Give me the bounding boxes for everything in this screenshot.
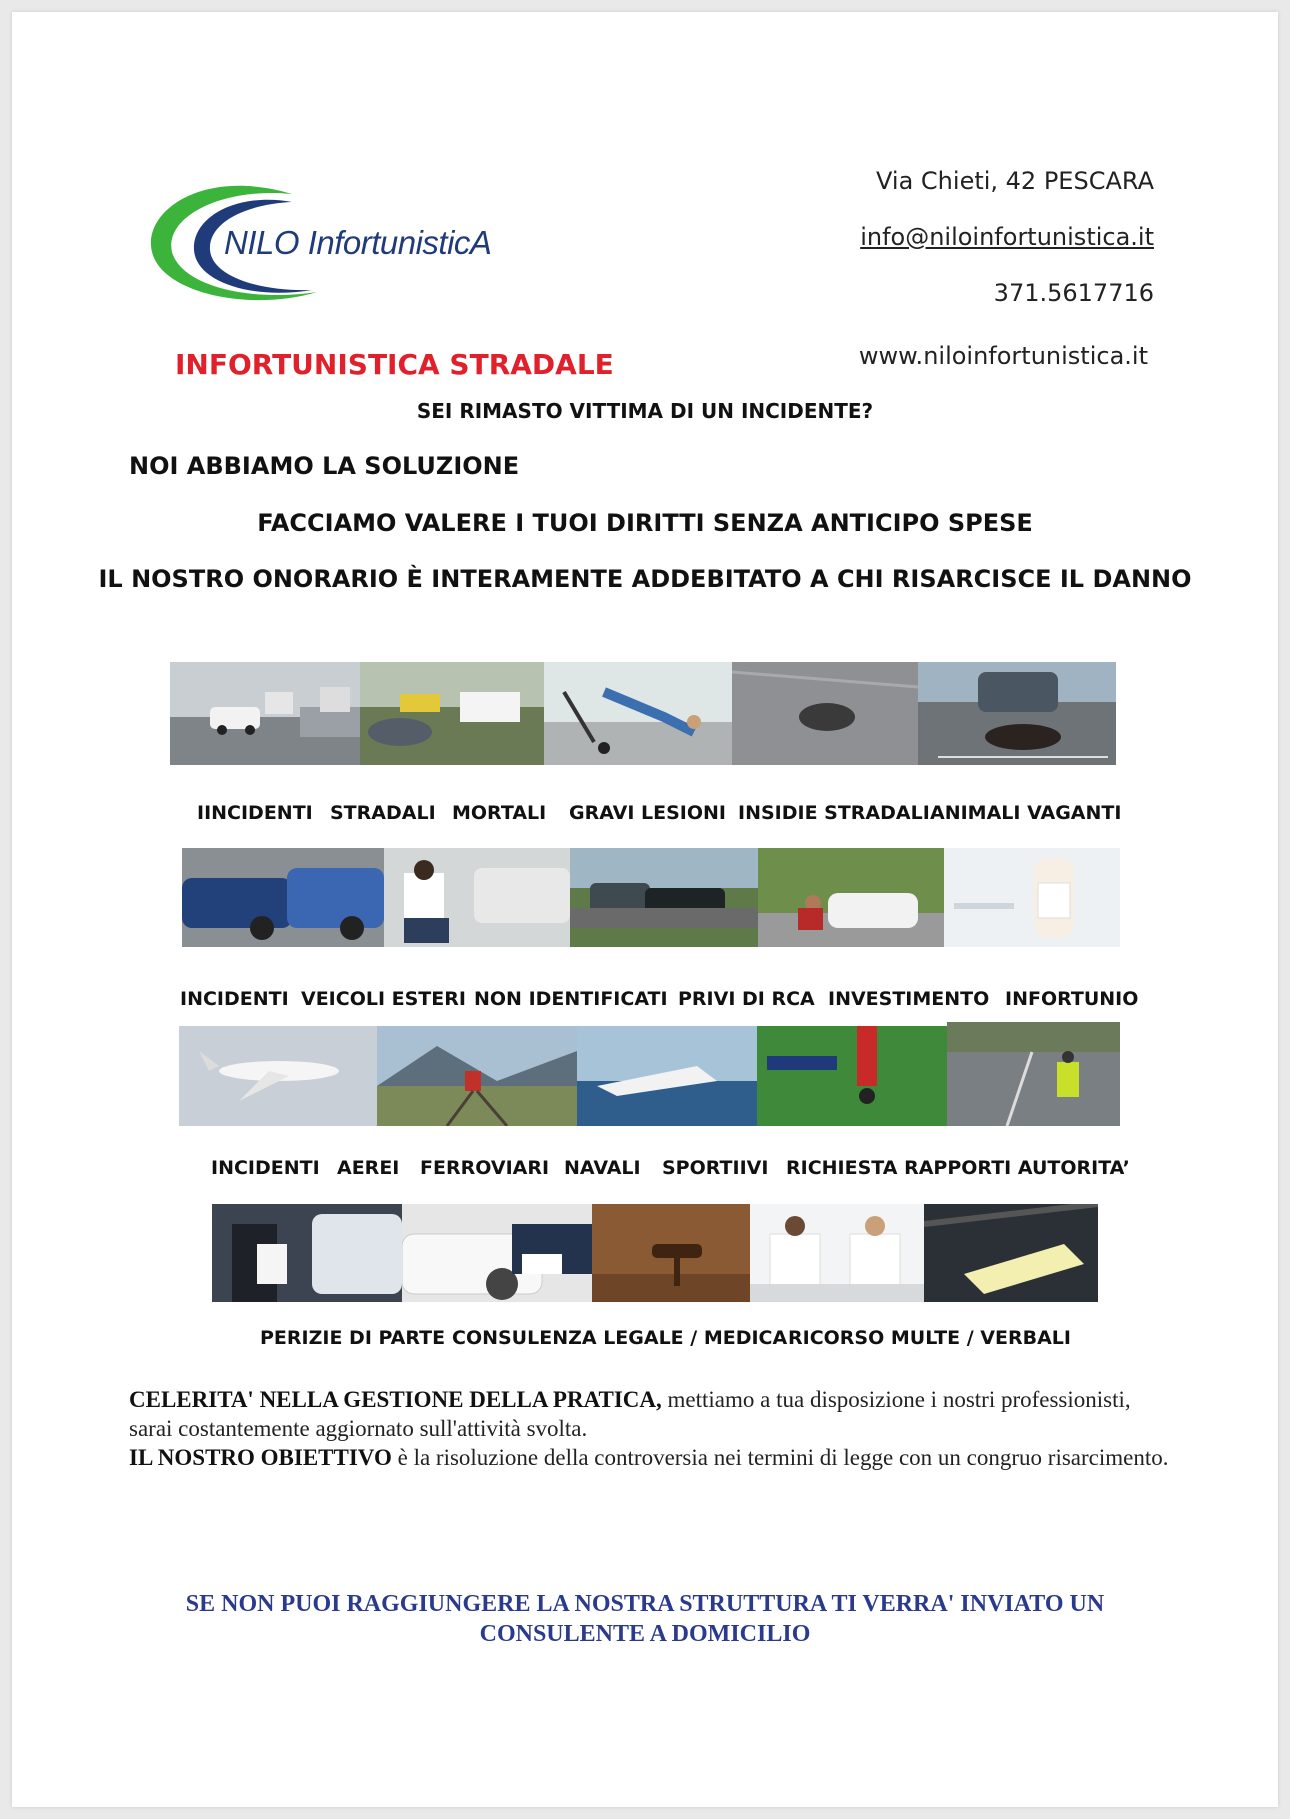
notice-line-1: SE NON PUOI RAGGIUNGERE LA NOSTRA STRUTTURA TI VERRA' INVIATO UN bbox=[185, 1591, 1105, 1617]
photo-blue-cars-collision bbox=[182, 848, 384, 947]
objective-text: è la risoluzione della controversia nei termini di legge con un congruo risarcimento. bbox=[391, 1445, 1169, 1470]
photo-frontal-collision bbox=[570, 848, 758, 947]
photo-judge-gavel bbox=[592, 1204, 750, 1302]
caption: PRIVI DI RCA bbox=[678, 988, 815, 1010]
photo-football-tackle bbox=[757, 1026, 947, 1126]
caption: STRADALI bbox=[330, 802, 436, 824]
caption: INVESTIMENTO bbox=[828, 988, 990, 1010]
address: Via Chieti, 42 PESCARA bbox=[876, 167, 1154, 195]
headline: INFORTUNISTICA STRADALE bbox=[175, 348, 614, 381]
photo-traffic-ticket bbox=[924, 1204, 1098, 1302]
website[interactable]: www.niloinfortunistica.it bbox=[858, 342, 1148, 370]
question: SEI RIMASTO VITTIMA DI UN INCIDENTE? bbox=[416, 399, 874, 423]
caption: NON IDENTIFICATI bbox=[474, 988, 668, 1010]
caption: VEICOLI ESTERI bbox=[301, 988, 466, 1010]
photo-scooter-fall bbox=[544, 662, 732, 765]
photo-bandaged-hand bbox=[944, 848, 1120, 947]
caption: FERROVIARI bbox=[420, 1157, 550, 1179]
logo-text: NILO InfortunisticA bbox=[224, 224, 492, 261]
solution: NOI ABBIAMO LA SOLUZIONE bbox=[129, 452, 520, 480]
caption: MORTALI bbox=[452, 802, 547, 824]
photo-road-crash-highway bbox=[170, 662, 360, 765]
caption: ANIMALI VAGANTI bbox=[930, 802, 1122, 824]
notice-line-2: CONSULENTE A DOMICILIO bbox=[479, 1621, 811, 1647]
caption: RICORSO MULTE / VERBALI bbox=[788, 1327, 1071, 1349]
photo-police-at-scene bbox=[947, 1022, 1120, 1126]
photo-sinking-boat bbox=[577, 1026, 757, 1126]
email-link-text[interactable]: info@niloinfortunistica.it bbox=[860, 223, 1154, 251]
caption: INFORTUNIO bbox=[1005, 988, 1139, 1010]
caption: INCIDENTI bbox=[180, 988, 289, 1010]
photo-train-in-valley bbox=[377, 1026, 577, 1126]
caption: INCIDENTI bbox=[211, 1157, 320, 1179]
flyer-page bbox=[12, 12, 1278, 1807]
photo-pedestrian-hit bbox=[758, 848, 944, 947]
caption: PERIZIE DI PARTE bbox=[260, 1327, 446, 1349]
company-logo bbox=[142, 172, 492, 317]
photo-private-jet bbox=[179, 1026, 377, 1126]
rights-line: FACCIAMO VALERE I TUOI DIRITTI SENZA ANTICIPO SPESE bbox=[257, 509, 1033, 537]
caption: IINCIDENTI bbox=[197, 802, 313, 824]
photo-insurance-claim bbox=[402, 1204, 592, 1302]
caption: GRAVI LESIONI bbox=[569, 802, 726, 824]
photo-wild-boar-crossing bbox=[918, 662, 1116, 765]
caption: RICHIESTA RAPPORTI AUTORITA’ bbox=[786, 1157, 1130, 1179]
fee-line: IL NOSTRO ONORARIO È INTERAMENTE ADDEBITATO A CHI RISARCISCE IL DANNO bbox=[98, 565, 1192, 593]
home-visit-notice bbox=[112, 1589, 1178, 1649]
photo-doctors-consult bbox=[750, 1204, 924, 1302]
photo-car-in-ditch bbox=[360, 662, 544, 765]
caption: AEREI bbox=[337, 1157, 400, 1179]
email-link[interactable] bbox=[860, 223, 1154, 251]
caption: CONSULENZA LEGALE / MEDICA bbox=[452, 1327, 788, 1349]
caption: INSIDIE STRADALI bbox=[738, 802, 930, 824]
description-paragraph bbox=[129, 1385, 1169, 1472]
caption: NAVALI bbox=[564, 1157, 641, 1179]
objective-heading: IL NOSTRO OBIETTIVO bbox=[129, 1445, 392, 1470]
speed-text: mettiamo a tua disposizione i nostri professionisti, sarai costantemente aggiornato sull'attività svolta. bbox=[129, 1387, 1131, 1441]
photo-damage-assessment bbox=[212, 1204, 402, 1302]
photo-distressed-driver bbox=[384, 848, 570, 947]
caption: SPORTIIVI bbox=[662, 1157, 769, 1179]
phone: 371.5617716 bbox=[993, 279, 1154, 307]
speed-heading: CELERITA' NELLA GESTIONE DELLA PRATICA, bbox=[129, 1387, 662, 1412]
photo-pothole bbox=[732, 662, 918, 765]
